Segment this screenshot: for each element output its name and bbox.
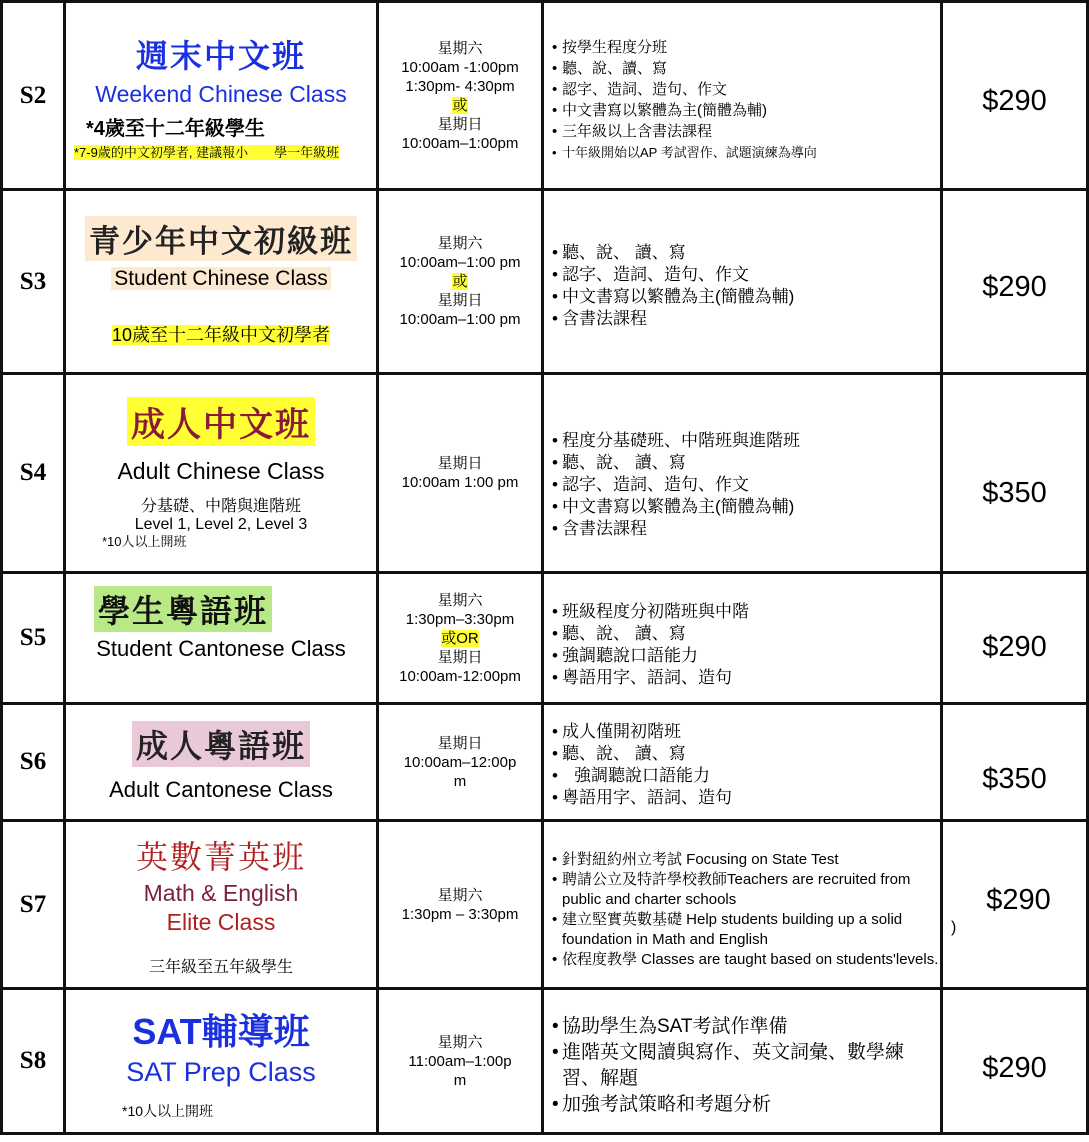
desc-item: • 強調聽說口語能力 [552,765,940,787]
time-slot: 10:00am–1:00pm [401,134,519,152]
desc-item: • 按學生程度分班 [552,37,940,58]
class-code: S4 [2,374,65,573]
time-day: 星期六 [437,886,483,904]
class-name-cell [65,989,378,1134]
desc-item: • 建立堅實英數基礎 Help students building up a solid foundation in Math and English [552,910,940,950]
class-note: *10人以上開班 [102,534,187,549]
time-slot: m [453,1071,467,1089]
class-description [543,704,942,821]
desc-item: • 含書法課程 [552,308,940,330]
class-title-en: Weekend Chinese Class [95,81,347,107]
class-code: S6 [2,704,65,821]
table-row [2,704,1088,821]
class-price: $290 [942,190,1088,374]
class-subtitle: *4歲至十二年級學生 [86,118,265,140]
time-or: 或 [452,96,468,114]
table-row [2,573,1088,704]
desc-item: • 進階英文閱讀與寫作、英文詞彙、數學練習、解題 [552,1040,940,1092]
class-title-en: Adult Cantonese Class [109,777,333,802]
desc-item: • 聽、說、 讀、寫 [552,452,940,474]
time-slot: 1:30pm–3:30pm [405,610,515,628]
time-slot: 10:00am–12:00p [403,753,517,771]
class-subtitle: 分基礎、中階與進階班 [140,498,301,515]
class-name-cell [65,821,378,989]
class-title-cn: 學生粵語班 [94,586,272,632]
class-name-cell [65,190,378,374]
class-code: S7 [2,821,65,989]
desc-item: • 成人僅開初階班 [552,721,940,743]
class-name-cell [65,704,378,821]
class-title-cn: 成人粵語班 [132,721,310,767]
class-description [543,821,942,989]
class-time [378,2,543,190]
class-time [378,704,543,821]
desc-item: • 程度分基礎班、中階班與進階班 [552,430,940,452]
class-name-cell [65,2,378,190]
time-day: 星期六 [437,591,483,609]
class-time [378,573,543,704]
class-title-cn: 青少年中文初級班 [85,216,357,261]
time-day: 星期日 [437,648,483,666]
time-slot: 10:00am–1:00 pm [399,311,521,328]
time-slot: 1:30pm- 4:30pm [405,77,515,95]
desc-item: • 聽、說、讀、寫 [552,58,940,79]
table-row [2,989,1088,1134]
time-slot: m [453,772,467,790]
desc-item: • 依程度教學 Classes are taught based on students'levels. [552,950,940,970]
time-slot: 10:00am 1:00 pm [401,474,519,491]
class-description [543,989,942,1134]
desc-item: • 粵語用字、語詞、造句 [552,787,940,809]
desc-item: • 中文書寫以繁體為主(簡體為輔) [552,100,940,121]
class-title-cn: 週末中文班 [135,38,306,74]
class-price: $290 [942,989,1088,1134]
class-price: $290 [942,2,1088,190]
class-price: $290 [942,573,1088,704]
class-code: S5 [2,573,65,704]
class-code: S8 [2,989,65,1134]
time-slot: 1:30pm – 3:30pm [401,905,519,923]
time-day: 星期日 [437,734,483,752]
time-day: 星期六 [437,39,483,57]
class-title-cn: 英數菁英班 [135,839,306,875]
class-price-cell [942,821,1088,989]
time-or: 或OR [441,629,479,647]
class-description [543,374,942,573]
desc-item: • 聽、說、 讀、寫 [552,743,940,765]
class-name-cell [65,573,378,704]
class-title-en-2: Elite Class [166,909,276,935]
desc-item: • 中文書寫以繁體為主(簡體為輔) [552,286,940,308]
desc-item: • 針對紐約州立考試 Focusing on State Test [552,850,940,870]
class-title-cn: SAT輔導班 [132,1010,310,1052]
class-description [543,190,942,374]
desc-item: • 中文書寫以繁體為主(簡體為輔) [552,496,940,518]
desc-item: • 認字、造詞、造句、作文 [552,79,940,100]
class-time [378,989,543,1134]
desc-item: • 聽、說、 讀、寫 [552,242,940,264]
desc-item: • 聘請公立及特許學校教師Teachers are recruited from public and charter schools [552,870,940,910]
desc-item: • 聽、說、 讀、寫 [552,623,940,645]
class-title-en: SAT Prep Class [126,1056,316,1087]
class-description [543,573,942,704]
time-or: 或 [452,273,468,290]
table-row [2,821,1088,989]
class-title-en-1: Math & English [143,880,299,906]
table-row [2,374,1088,573]
class-price: $350 [942,704,1088,821]
class-levels: Level 1, Level 2, Level 3 [134,516,308,533]
time-day: 星期日 [437,115,483,133]
time-day: 星期六 [437,235,483,252]
price-extra: ) [951,919,957,936]
desc-item: • 粵語用字、語詞、造句 [552,667,940,689]
desc-item: • 三年級以上含書法課程 [552,121,940,142]
desc-item: • 認字、造詞、造句、作文 [552,264,940,286]
desc-item: • 協助學生為SAT考試作準備 [552,1014,940,1040]
time-day: 星期六 [437,1033,483,1051]
class-title-cn: 成人中文班 [127,397,315,446]
class-time [378,190,543,374]
desc-item: • 含書法課程 [552,518,940,540]
class-note: *7-9歲的中文初學者, 建議報小 學一年級班 [74,145,340,160]
class-note: *10人以上開班 [122,1102,214,1119]
desc-item: • 加強考試策略和考題分析 [552,1092,940,1118]
table-row [2,2,1088,190]
desc-item: • 認字、造詞、造句、作文 [552,474,940,496]
class-name-cell [65,374,378,573]
class-time [378,374,543,573]
time-day: 星期日 [437,292,483,309]
desc-item: • 十年級開始以AP 考試習作、試題演練為導向 [552,142,940,163]
time-day: 星期日 [437,455,483,472]
class-code: S2 [2,2,65,190]
time-slot: 10:00am–1:00 pm [399,254,521,271]
class-title-en: Adult Chinese Class [117,458,325,484]
class-subtitle: 三年級至五年級學生 [148,959,293,976]
class-title-en: Student Chinese Class [111,267,331,290]
class-subtitle: 10歲至十二年級中文初學者 [111,325,331,345]
class-code: S3 [2,190,65,374]
table-row [2,190,1088,374]
desc-item: • 班級程度分初階班與中階 [552,601,940,623]
time-slot: 11:00am–1:00p [408,1052,512,1070]
class-price: $350 [942,374,1088,573]
desc-item: • 強調聽說口語能力 [552,645,940,667]
class-title-en: Student Cantonese Class [96,636,346,661]
class-description [543,2,942,190]
time-slot: 10:00am-12:00pm [399,667,521,685]
class-price: $290 [986,884,1051,916]
class-time [378,821,543,989]
time-slot: 10:00am -1:00pm [401,58,519,76]
